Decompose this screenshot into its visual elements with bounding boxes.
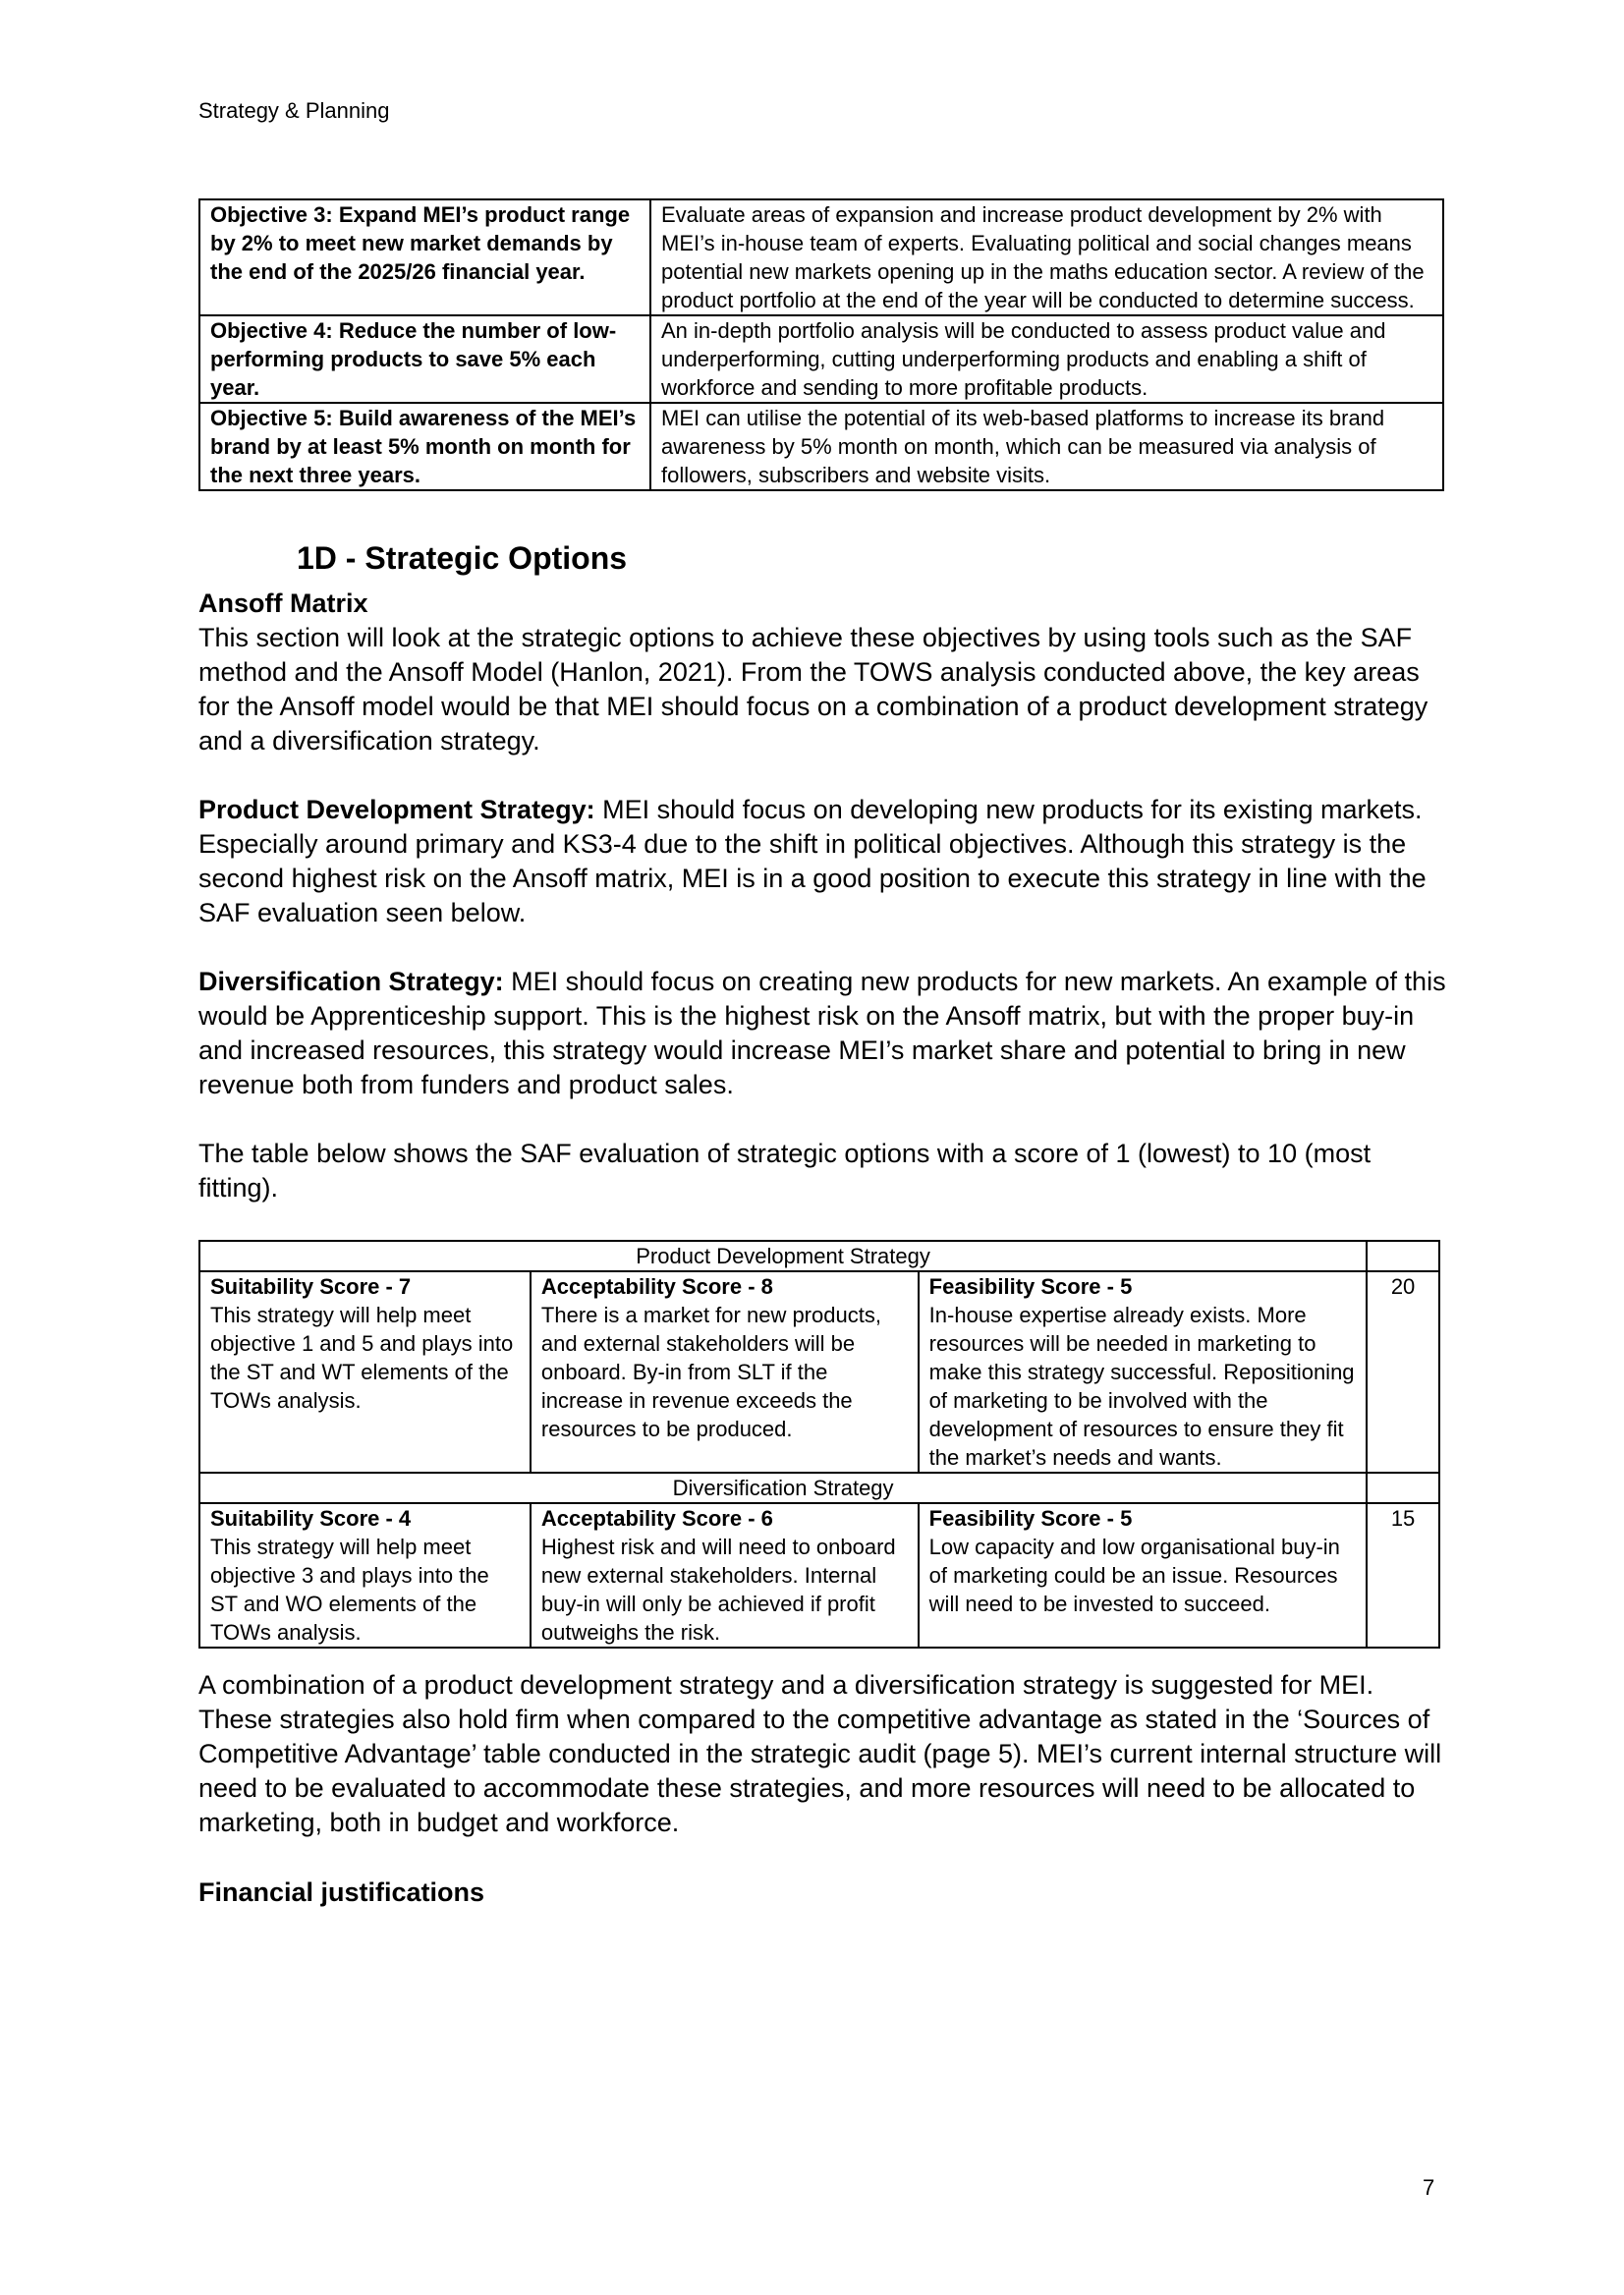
table-row <box>199 1473 1439 1503</box>
empty-cell <box>1367 1241 1439 1271</box>
pd-label: Product Development Strategy: <box>198 795 595 824</box>
feasibility-title: Feasibility Score - 5 <box>928 1506 1133 1531</box>
suitability-cell <box>199 1503 531 1648</box>
table-row <box>199 1503 1439 1648</box>
running-header: Strategy & Planning <box>198 98 390 123</box>
total-score: 20 <box>1367 1271 1439 1473</box>
objective-title: Objective 3: Expand MEI’s product range by 2% to meet new market demands by the end of the 2025/26 financial year. <box>199 199 650 315</box>
financial-heading: Financial justifications <box>198 1877 485 1907</box>
objective-description: An in-depth portfolio analysis will be conducted to assess product value and underperforming, cutting underperforming products and enabling a shift of workforce and sending to more profitable products. <box>650 315 1443 403</box>
feasibility-cell <box>919 1271 1367 1473</box>
pd-text: MEI should focus on developing new products for its existing markets. Especially around primary and KS3-4 due to the shift in political objectives. Although this strategy is the second highest risk on the Ansoff matrix, MEI is in a good position to execute this strategy in line with the SAF evaluation seen below. <box>198 795 1427 927</box>
div-label: Diversification Strategy: <box>198 967 504 996</box>
total-score: 15 <box>1367 1503 1439 1648</box>
suitability-text: This strategy will help meet objective 1 and 5 and plays into the ST and WT elements of the TOWs analysis. <box>210 1303 514 1413</box>
suitability-cell <box>199 1271 531 1473</box>
diversification-paragraph <box>198 965 1446 1102</box>
product-development-paragraph <box>198 793 1446 930</box>
table-row <box>199 199 1443 315</box>
section-title: 1D - Strategic Options <box>297 540 628 576</box>
feasibility-title: Feasibility Score - 5 <box>928 1274 1133 1299</box>
feasibility-text: Low capacity and low organisational buy-in of marketing could be an issue. Resources will need to be invested to succeed. <box>928 1535 1340 1616</box>
intro-paragraph: This section will look at the strategic options to achieve these objectives by using tools such as the SAF method and the Ansoff Model (Hanlon, 2021). From the TOWS analysis conducted above, the key areas for the Ansoff model would be that MEI should focus on a combination of a product development strategy and a diversification strategy. <box>198 623 1428 756</box>
main-content <box>198 531 1446 1910</box>
objectives-table <box>198 198 1444 491</box>
objective-description: MEI can utilise the potential of its web-based platforms to increase its brand awareness by 5% month on month, which can be measured via analysis of followers, subscribers and website visits. <box>650 403 1443 490</box>
table-row <box>199 1271 1439 1473</box>
feasibility-text: In-house expertise already exists. More resources will be needed in marketing to make this strategy successful. Repositioning of marketing to be involved with the development of resources to ensure they fit the market’s needs and wants. <box>928 1303 1355 1470</box>
objective-title: Objective 5: Build awareness of the MEI’s brand by at least 5% month on month for the next three years. <box>199 403 650 490</box>
feasibility-cell <box>919 1503 1367 1648</box>
table-intro-paragraph: The table below shows the SAF evaluation of strategic options with a score of 1 (lowest) to 10 (most fitting). <box>198 1139 1372 1203</box>
table-row <box>199 1241 1439 1271</box>
acceptability-text: Highest risk and will need to onboard new external stakeholders. Internal buy-in will only be achieved if profit outweighs the risk. <box>540 1535 896 1645</box>
acceptability-title: Acceptability Score - 6 <box>540 1506 773 1531</box>
strategy-header: Diversification Strategy <box>199 1473 1367 1503</box>
div-text: MEI should focus on creating new products for new markets. An example of this would be Apprenticeship support. This is the highest risk on the Ansoff matrix, but with the proper buy-in and increased resources, this strategy would increase MEI’s market share and potential to bring in new revenue both from funders and product sales. <box>198 967 1446 1099</box>
suitability-text: This strategy will help meet objective 3 and plays into the ST and WO elements of the TOWs analysis. <box>210 1535 489 1645</box>
conclusion-paragraph: A combination of a product development strategy and a diversification strategy is suggested for MEI. These strategies also hold firm when compared to the competitive advantage as stated in the ‘Sources of Competitive Advantage’ table conducted in the strategic audit (page 5). MEI’s current internal structure will need to be evaluated to accommodate these strategies, and more resources will need to be allocated to marketing, both in budget and workforce. <box>198 1670 1442 1837</box>
table-row <box>199 315 1443 403</box>
objective-description: Evaluate areas of expansion and increase product development by 2% with MEI’s in-house team of experts. Evaluating political and social changes means potential new markets opening up in the maths education sector. A review of the product portfolio at the end of the year will be conducted to determine success. <box>650 199 1443 315</box>
acceptability-title: Acceptability Score - 8 <box>540 1274 773 1299</box>
acceptability-text: There is a market for new products, and external stakeholders will be onboard. By-in from SLT if the increase in revenue exceeds the resources to be produced. <box>540 1303 881 1441</box>
acceptability-cell <box>531 1271 919 1473</box>
ansoff-heading: Ansoff Matrix <box>198 588 368 618</box>
suitability-title: Suitability Score - 4 <box>210 1506 412 1531</box>
suitability-title: Suitability Score - 7 <box>210 1274 412 1299</box>
strategy-header: Product Development Strategy <box>199 1241 1367 1271</box>
page-number: 7 <box>1423 2175 1435 2200</box>
saf-evaluation-table <box>198 1240 1440 1649</box>
table-row <box>199 403 1443 490</box>
objective-title: Objective 4: Reduce the number of low-performing products to save 5% each year. <box>199 315 650 403</box>
empty-cell <box>1367 1473 1439 1503</box>
acceptability-cell <box>531 1503 919 1648</box>
